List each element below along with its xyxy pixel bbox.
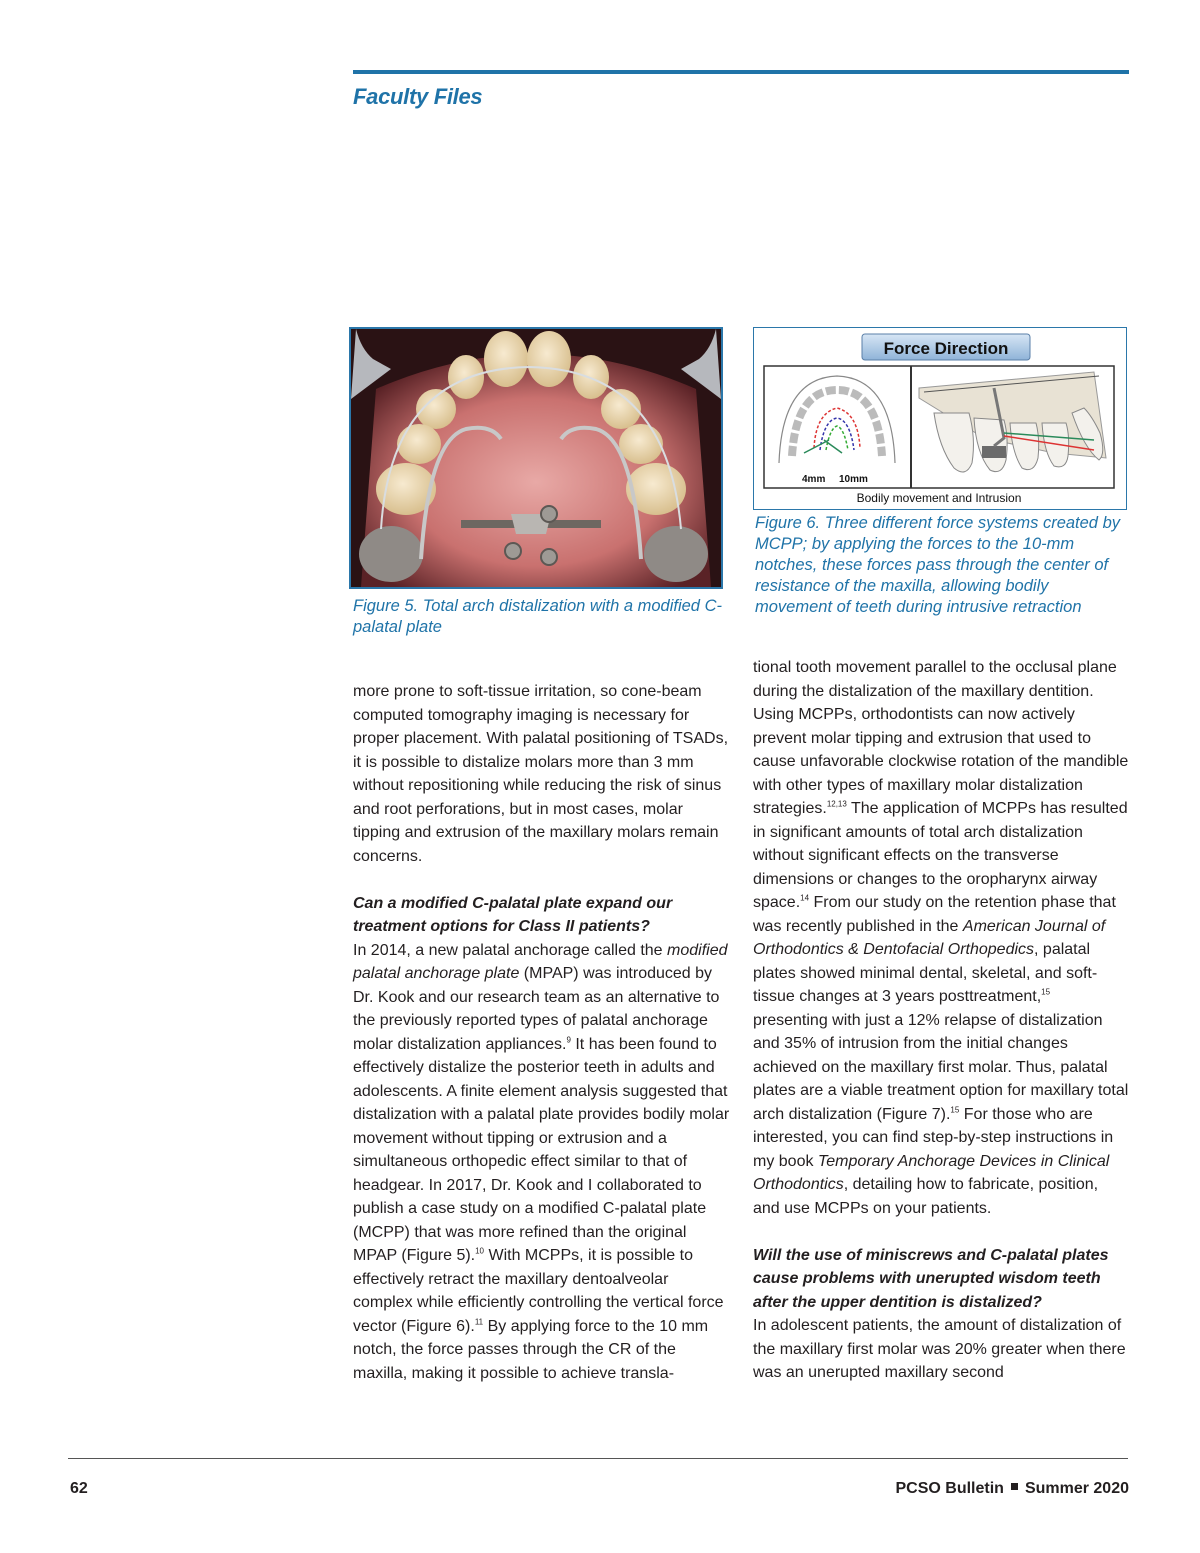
page-number: 62 bbox=[70, 1480, 88, 1497]
figure-6-footer-label: Bodily movement and Intrusion bbox=[856, 491, 1022, 505]
header-rule bbox=[353, 70, 1129, 74]
ref-10: 10 bbox=[475, 1246, 485, 1256]
issue-date: Summer 2020 bbox=[1024, 1480, 1129, 1497]
ref-9: 9 bbox=[566, 1035, 571, 1045]
ref-14: 14 bbox=[800, 893, 810, 903]
label-4mm: 4mm bbox=[802, 474, 826, 485]
ref-15b: 15 bbox=[950, 1105, 960, 1115]
mpap-term: modified palatal anchorage plate bbox=[353, 941, 728, 982]
right-column bbox=[753, 656, 1129, 1385]
publication-name: PCSO Bulletin bbox=[895, 1480, 1004, 1497]
publication-info bbox=[895, 1480, 1129, 1498]
ref-15a: 15 bbox=[1041, 987, 1051, 997]
left-paragraph-1: more prone to soft-tissue irritation, so cone-beam computed tomography imaging is necessary for proper placement. With palatal positioning of TSADs, it is possible to distalize molars more than 3 mm without repositioning while reducing the risk of sinus and root perforations, but in most cases, molar tipping and extrusion of the maxillary molars remain concerns. bbox=[353, 683, 729, 865]
journal-name: American Journal of Orthodontics & Dentofacial Orthopedics bbox=[753, 917, 1106, 958]
subheading-wisdom-teeth-question: Will the use of miniscrews and C-palatal plates cause problems with unerupted wisdom teeth after the upper dentition is distalized? bbox=[753, 1246, 1109, 1311]
footer-rule bbox=[68, 1458, 1128, 1459]
ref-11: 11 bbox=[474, 1317, 484, 1327]
ref-12-13: 12,13 bbox=[826, 799, 847, 809]
figure-6-caption: Figure 6. Three different force systems created by MCPP; by applying the forces to the 10-mm notches, these forces pass through the center of resistance of the maxilla, allowing bodily movement of teeth during intrusive retraction bbox=[755, 514, 1120, 616]
book-title: Temporary Anchorage Devices in Clinical Orthodontics bbox=[753, 1152, 1110, 1193]
right-paragraph-2: In adolescent patients, the amount of distalization of the maxillary first molar was 20% greater when there was an unerupted maxillary second bbox=[753, 1317, 1126, 1381]
force-direction-illustration bbox=[754, 328, 1125, 508]
force-direction-title: Force Direction bbox=[883, 339, 1009, 358]
left-paragraph-2: In 2014, a new palatal anchorage called the modified palatal anchorage plate (MPAP) was introduced by Dr. Kook and our research team as an alternative to the previously reported types of palatal anchorage molar distalization appliances.$^9$ It has been found to effectively distalize the posterior teeth in adults and adolescents. A finite element analysis suggested that distalization with a palatal plate provides bodily molar movement without tipping or extrusion and a simultaneous orthopedic effect similar to that of headgear. In 2017, Dr. Kook and I collaborated to publish a case study on a modified C-palatal plate (MCPP) that was more refined than the original MPAP (Figure 5).$^{10}$ With MCPPs, it is possible to effectively retract the maxillary dentoalveolar complex while efficiently controlling the vertical force vector (Figure 6).$^{11}$ By applying force to the 10 mm notch, the force passes through the CR of the maxilla, making it possible to achieve transla- bbox=[353, 941, 730, 1382]
figure-5-photo bbox=[349, 327, 723, 589]
palatal-plate-illustration bbox=[351, 329, 721, 587]
right-paragraph-1: tional tooth movement parallel to the occlusal plane during the distalization of the maxillary dentition. Using MCPPs, orthodontists can now actively prevent molar tipping and extrusion that used to cause unfavorable clockwise rotation of the mandible with other types of maxillary molar distalization strategies.$^{12,13}$ The application of MCPPs has resulted in significant amounts of total arch distalization without significant effects on the transverse dimensions or changes to the oropharynx airway space.$^{14}$ From our study on the retention phase that was recently published in the American Journal of Orthodontics & Dentofacial Orthopedics, palatal plates showed minimal dental, skeletal, and soft-tissue changes at 3 years posttreatment,$^{15}$ presenting with just a 12% relapse of distalization and 35% of intrusion from the initial changes achieved on the maxillary first molar. Thus, palatal plates are a viable treatment option for maxillary total arch distalization (Figure 7).$^{15}$ For those who are interested, you can find step-by-step instructions in my book Temporary Anchorage Devices in Clinical Orthodontics, detailing how to fabricate, position, and use MCPPs on your patients. bbox=[753, 659, 1129, 1217]
section-title: Faculty Files bbox=[353, 84, 483, 109]
left-column bbox=[353, 680, 731, 1385]
figure-5-caption: Figure 5. Total arch distalization with a modified C-palatal plate bbox=[353, 597, 722, 636]
subheading-mcpp-question: Can a modified C-palatal plate expand our treatment options for Class II patients? bbox=[353, 894, 673, 935]
separator-square-icon bbox=[1011, 1483, 1018, 1490]
figure-6-diagram bbox=[753, 327, 1127, 510]
label-10mm: 10mm bbox=[839, 474, 868, 485]
